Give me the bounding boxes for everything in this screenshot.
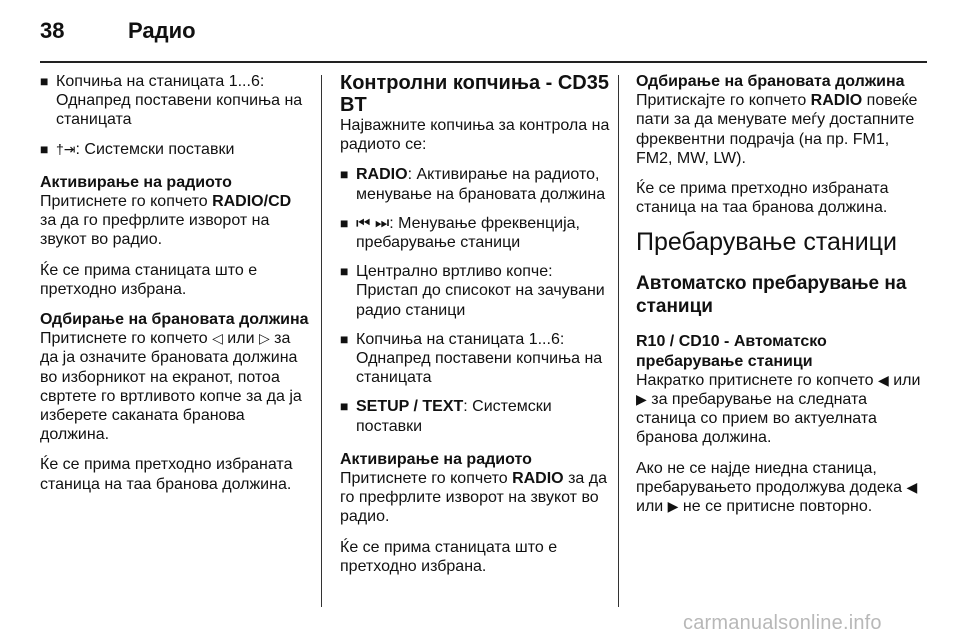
- bullet-rotary-knob: ■ Централно вртливо копче: Пристап до списокот на зачувани радио станици: [340, 263, 605, 319]
- subsection-auto-search: Автоматско пребарување на станици: [636, 273, 907, 318]
- heading-activate-radio: Активирање на радиото: [340, 450, 532, 468]
- heading-select-waveband: Одбирање на брановата должина: [40, 311, 309, 329]
- bullet-icon: ■: [340, 398, 349, 415]
- watermark: carmanualsonline.info: [683, 612, 882, 634]
- left-triangle-icon: ◁: [212, 330, 223, 347]
- column-2: [340, 72, 610, 587]
- paragraph: Ќе се прима претходно избраната станица на таа бранова должина.: [636, 180, 889, 217]
- seek-icons: ⏮ ⏭: [356, 214, 390, 232]
- paragraph: Притиснете го копчето ◁ или ▷ за да ја означите брановата должина во изборникот на екранот, потоа свртете го вртливото копче за да ја изберете саканата бранова должина.: [40, 330, 302, 444]
- column-1: [40, 72, 310, 505]
- heading-control-buttons: Контролни копчиња - CD35 BT: [340, 72, 609, 116]
- bullet-icon: ■: [40, 140, 49, 157]
- column-3: [636, 72, 926, 527]
- bullet-setup-text: ■ SETUP / TEXT: Системски поставки: [340, 398, 552, 435]
- right-arrow-icon: ▶: [667, 498, 679, 515]
- paragraph: Притискајте го копчето RADIO повеќе пати за да менувате меѓу достапните фреквентни подрачја (на пр. FM1, FM2, MW, LW).: [636, 92, 918, 167]
- heading-activate-radio: Активирање на радиото: [40, 173, 232, 191]
- right-arrow-icon: ▶: [636, 391, 647, 408]
- right-triangle-icon: ▷: [258, 330, 270, 347]
- bullet-text: : Системски поставки: [75, 140, 235, 158]
- paragraph: Притиснете го копчето RADIO/CD за да го префрлите изворот на звукот во радио.: [40, 193, 292, 249]
- page-title: Радио: [128, 18, 196, 43]
- bullet-icon: ■: [340, 263, 349, 280]
- paragraph: Ќе се прима станицата што е претходно избрана.: [40, 261, 258, 298]
- settings-icon: †⇥: [56, 140, 76, 157]
- header-divider: [40, 61, 927, 63]
- paragraph: Ако не се најде ниедна станица, пребарувањето продолжува додека ◀ или ▶ не се притисне повторно.: [636, 459, 918, 516]
- bullet-text: Копчиња на станицата 1...6: Однапред поставени копчиња на станицата: [56, 73, 303, 129]
- paragraph: Притиснете го копчето RADIO за да го префрлите изворот на звукот во радио.: [340, 470, 607, 526]
- left-arrow-icon: ◀: [877, 371, 889, 388]
- column-divider-1: [321, 75, 322, 607]
- bullet-station-buttons: [40, 72, 310, 130]
- radio-button-label: RADIO: [810, 92, 863, 110]
- paragraph: Ќе се прима претходно избраната станица на таа бранова должина.: [40, 456, 293, 493]
- paragraph: Ќе се прима станицата што е претходно избрана.: [340, 538, 558, 575]
- bullet-icon: ■: [340, 166, 349, 183]
- left-arrow-icon: ◀: [906, 478, 918, 495]
- heading-select-waveband: Одбирање на брановата должина: [636, 73, 905, 90]
- section-title-station-search: Пребарување станици: [636, 228, 897, 257]
- heading-r10-cd10: R10 / CD10 - Автоматско пребарување станици: [636, 333, 827, 370]
- column-divider-2: [618, 75, 619, 607]
- page-number: 38: [40, 18, 65, 43]
- paragraph: Накратко притиснете го копчето ◀ или ▶ за пребарување на следната станица со прием во актуелната бранова должина.: [636, 371, 921, 447]
- bullet-seek: ■ ⏮ ⏭: Менување фреквенција, пребарување станици: [340, 214, 580, 252]
- paragraph: Најважните копчиња за контрола на радиото се:: [340, 117, 610, 154]
- page-header: [0, 0, 960, 62]
- bullet-icon: ■: [40, 73, 49, 89]
- bullet-icon: ■: [340, 330, 349, 347]
- bullet-station-buttons: ■ Копчиња на станицата 1...6: Однапред поставени копчиња на станицата: [340, 330, 603, 387]
- radio-cd-button-label: RADIO/CD: [212, 193, 292, 211]
- bullet-system-settings: [40, 140, 310, 159]
- bullet-radio: ■ RADIO: Активирање на радиото, менување на брановата должина: [340, 166, 606, 203]
- bullet-icon: ■: [340, 214, 349, 231]
- radio-button-label: RADIO: [512, 470, 564, 488]
